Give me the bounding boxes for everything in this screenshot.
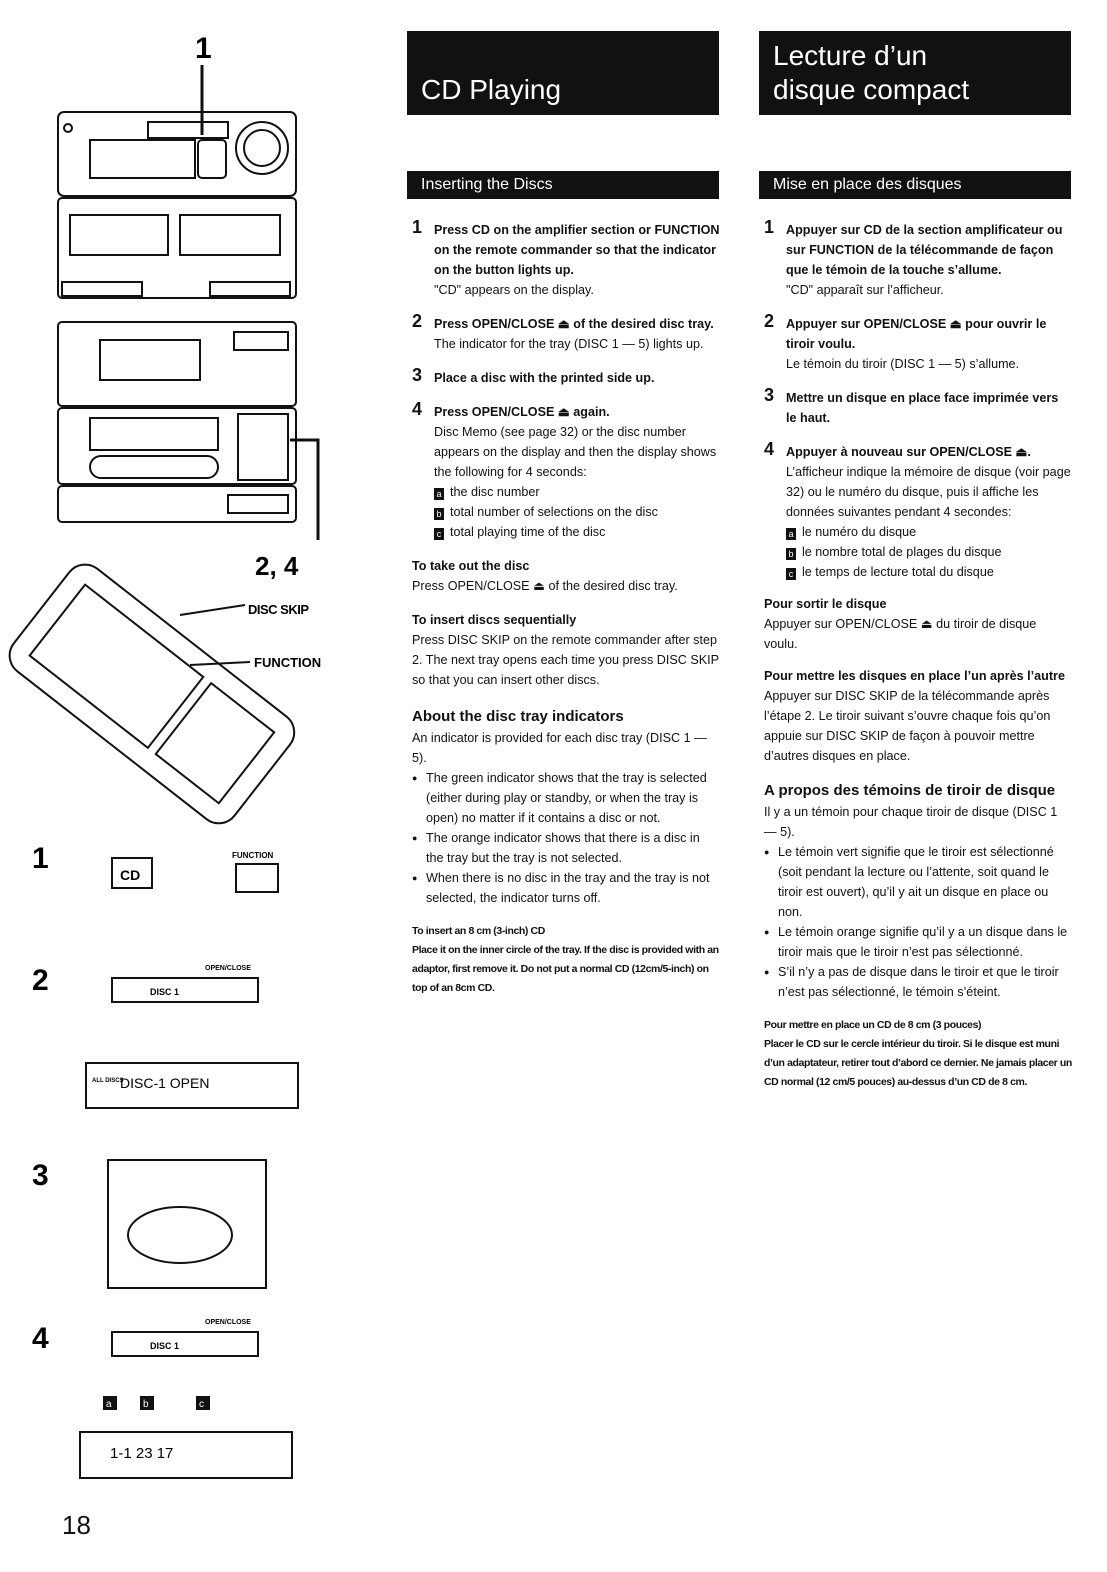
en-about-head: About the disc tray indicators	[412, 708, 624, 725]
illustration-column	[0, 0, 390, 1540]
function-label: FUNCTION	[254, 655, 322, 670]
fr-title-line2: disque compact	[773, 74, 970, 105]
callout-2-4: 2, 4	[255, 551, 299, 581]
fr-seq-text: Appuyer sur DISC SKIP de la télécommande après l’étape 2. Le tiroir suivant s’ouvre chaque fois qu’on appuie sur DISC SKIP de façon à pouvoir mettre d’autres disques en place.	[764, 689, 1051, 763]
fr-item-b: b le nombre total de plages du disque	[786, 542, 1072, 562]
en-note-head: To insert an 8 cm (3-inch) CD	[412, 925, 545, 937]
en-title-bar	[407, 31, 719, 115]
fr-step-3: 3 Mettre un disque en place face imprimée vers le haut.	[764, 385, 1059, 425]
open-close-tag: OPEN/CLOSE	[205, 965, 251, 972]
en-bullet-2: ● The orange indicator shows that there is a disc in the tray but the tray is not selected.	[412, 828, 720, 868]
en-title: CD Playing	[421, 74, 562, 105]
en-bullet-3: ● When there is no disc in the tray and the tray is not selected, the indicator turns off.	[412, 868, 720, 908]
en-item-a: a the disc number	[434, 482, 720, 502]
en-step-1: 1 Press CD on the amplifier section or FUNCTION on the remote commander so that the indicator on the button lights up. "CD" appears on the display.	[412, 217, 720, 297]
step-4-label: 4	[32, 1322, 49, 1355]
fr-item-a: a le numéro du disque	[786, 522, 1072, 542]
en-section-bar: Inserting the Discs	[407, 171, 719, 199]
marker-c: c	[199, 1399, 204, 1410]
fr-item-c: c le temps de lecture total du disque	[786, 562, 1072, 582]
en-step-3: 3 Place a disc with the printed side up.	[412, 365, 655, 385]
en-step-2: 2 Press OPEN/CLOSE ⏏ of the desired disc tray. The indicator for the tray (DISC 1 — 5) lights up.	[412, 311, 714, 351]
en-about-text: An indicator is provided for each disc tray (DISC 1 — 5).	[412, 731, 707, 765]
fr-step-2: 2 Appuyer sur OPEN/CLOSE ⏏ pour ouvrir le tiroir voulu. Le témoin du tiroir (DISC 1 — 5) s’allume.	[764, 311, 1047, 371]
callout-1: 1	[195, 32, 212, 65]
fr-step-4: 4 Appuyer à nouveau sur OPEN/CLOSE ⏏. L’afficheur indique la mémoire de disque (voir page 32) ou le numéro du disque, puis il affiche les données suivantes pendant 4 secondes: a le numéro du disque b le nombre total de plages du disque c le temps de lecture total du disque	[764, 442, 1072, 582]
fr-seq-head: Pour mettre les disques en place l’un après l’autre	[764, 669, 1065, 683]
en-seq-head: To insert discs sequentially	[412, 613, 577, 627]
disc-skip-label: DISC SKIP	[248, 602, 309, 617]
cd-button-label: CD	[120, 867, 141, 883]
fr-takeout-text: Appuyer sur OPEN/CLOSE ⏏ du tiroir de disque voulu.	[764, 617, 1037, 651]
fr-title-bar	[759, 31, 1071, 115]
en-item-c: c total playing time of the disc	[434, 522, 720, 542]
fr-about-text: Il y a un témoin pour chaque tiroir de disque (DISC 1 — 5).	[764, 805, 1058, 839]
marker-a: a	[106, 1399, 112, 1410]
disc-1-tag-4: DISC 1	[150, 1341, 180, 1351]
function-button-label: FUNCTION	[232, 851, 274, 860]
display-open-text: DISC-1 OPEN	[120, 1075, 210, 1091]
open-close-tag-4: OPEN/CLOSE	[205, 1319, 251, 1326]
fr-body	[764, 217, 1072, 1092]
en-seq-text: Press DISC SKIP on the remote commander after step 2. The next tray opens each time you press DISC SKIP so that you can insert other discs.	[412, 633, 719, 687]
fr-about-head: A propos des témoins de tiroir de disque	[764, 782, 1056, 799]
step-2-label: 2	[32, 964, 49, 997]
fr-bullet-2: ● Le témoin orange signifie qu’il y a un disque dans le tiroir mais que le tiroir n’est pas sélectionné.	[764, 922, 1072, 962]
fr-step-1: 1 Appuyer sur CD de la section amplificateur ou sur FUNCTION de la télécommande de façon que le témoin de la touche s’allume. "CD" apparaît sur l’afficheur.	[764, 217, 1063, 297]
stereo-illustration	[0, 0, 390, 1500]
en-step-4: 4 Press OPEN/CLOSE ⏏ again. Disc Memo (see page 32) or the disc number appears on the display and then the display shows the following for 4 seconds: a the disc number b total number of selections on the disc c total playing time of the disc	[412, 402, 720, 542]
fr-bullet-3: ● S’il n’y a pas de disque dans le tiroir et que le tiroir n’est pas sélectionné, le témoin s’éteint.	[764, 962, 1072, 1002]
step-1-label: 1	[32, 842, 49, 875]
fr-note-head: Pour mettre en place un CD de 8 cm (3 pouces)	[764, 1019, 982, 1031]
en-item-b: b total number of selections on the disc	[434, 502, 720, 522]
fr-note-text: Placer le CD sur le cercle intérieur du tiroir. Si le disque est muni d’un adaptateur, retirer tout d’abord ce dernier. Ne jamais placer un CD normal (12 cm/5 pouces) au-dessus d’un CD de 8 cm.	[764, 1038, 1072, 1088]
en-takeout-text: Press OPEN/CLOSE ⏏ of the desired disc tray.	[412, 579, 678, 593]
marker-b: b	[143, 1399, 149, 1410]
fr-takeout-head: Pour sortir le disque	[764, 597, 887, 611]
fr-title-line1: Lecture d’un	[773, 40, 928, 71]
en-note-text: Place it on the inner circle of the tray. If the disc is provided with an adaptor, first remove it. Do not put a normal CD (12cm/5-inch) on top of an 8cm CD.	[412, 944, 719, 994]
en-body	[412, 217, 720, 998]
en-takeout-head: To take out the disc	[412, 559, 530, 573]
fr-section-bar: Mise en place des disques	[759, 171, 1071, 199]
step-3-label: 3	[32, 1159, 49, 1192]
display-info-text: 1-1 23 17	[110, 1445, 174, 1462]
page-number: 18	[62, 1510, 91, 1540]
all-discs-tag: ALL DISCS	[92, 1078, 124, 1084]
disc-1-tag: DISC 1	[150, 987, 180, 997]
fr-bullet-1: ● Le témoin vert signifie que le tiroir est sélectionné (soit pendant la lecture ou l’attente, soit quand le tiroir est ouvert), qu’il y ait un disque en place ou non.	[764, 842, 1072, 922]
en-bullet-1: ● The green indicator shows that the tray is selected (either during play or standby, or when the tray is open) no matter if it contains a disc or not.	[412, 768, 720, 828]
